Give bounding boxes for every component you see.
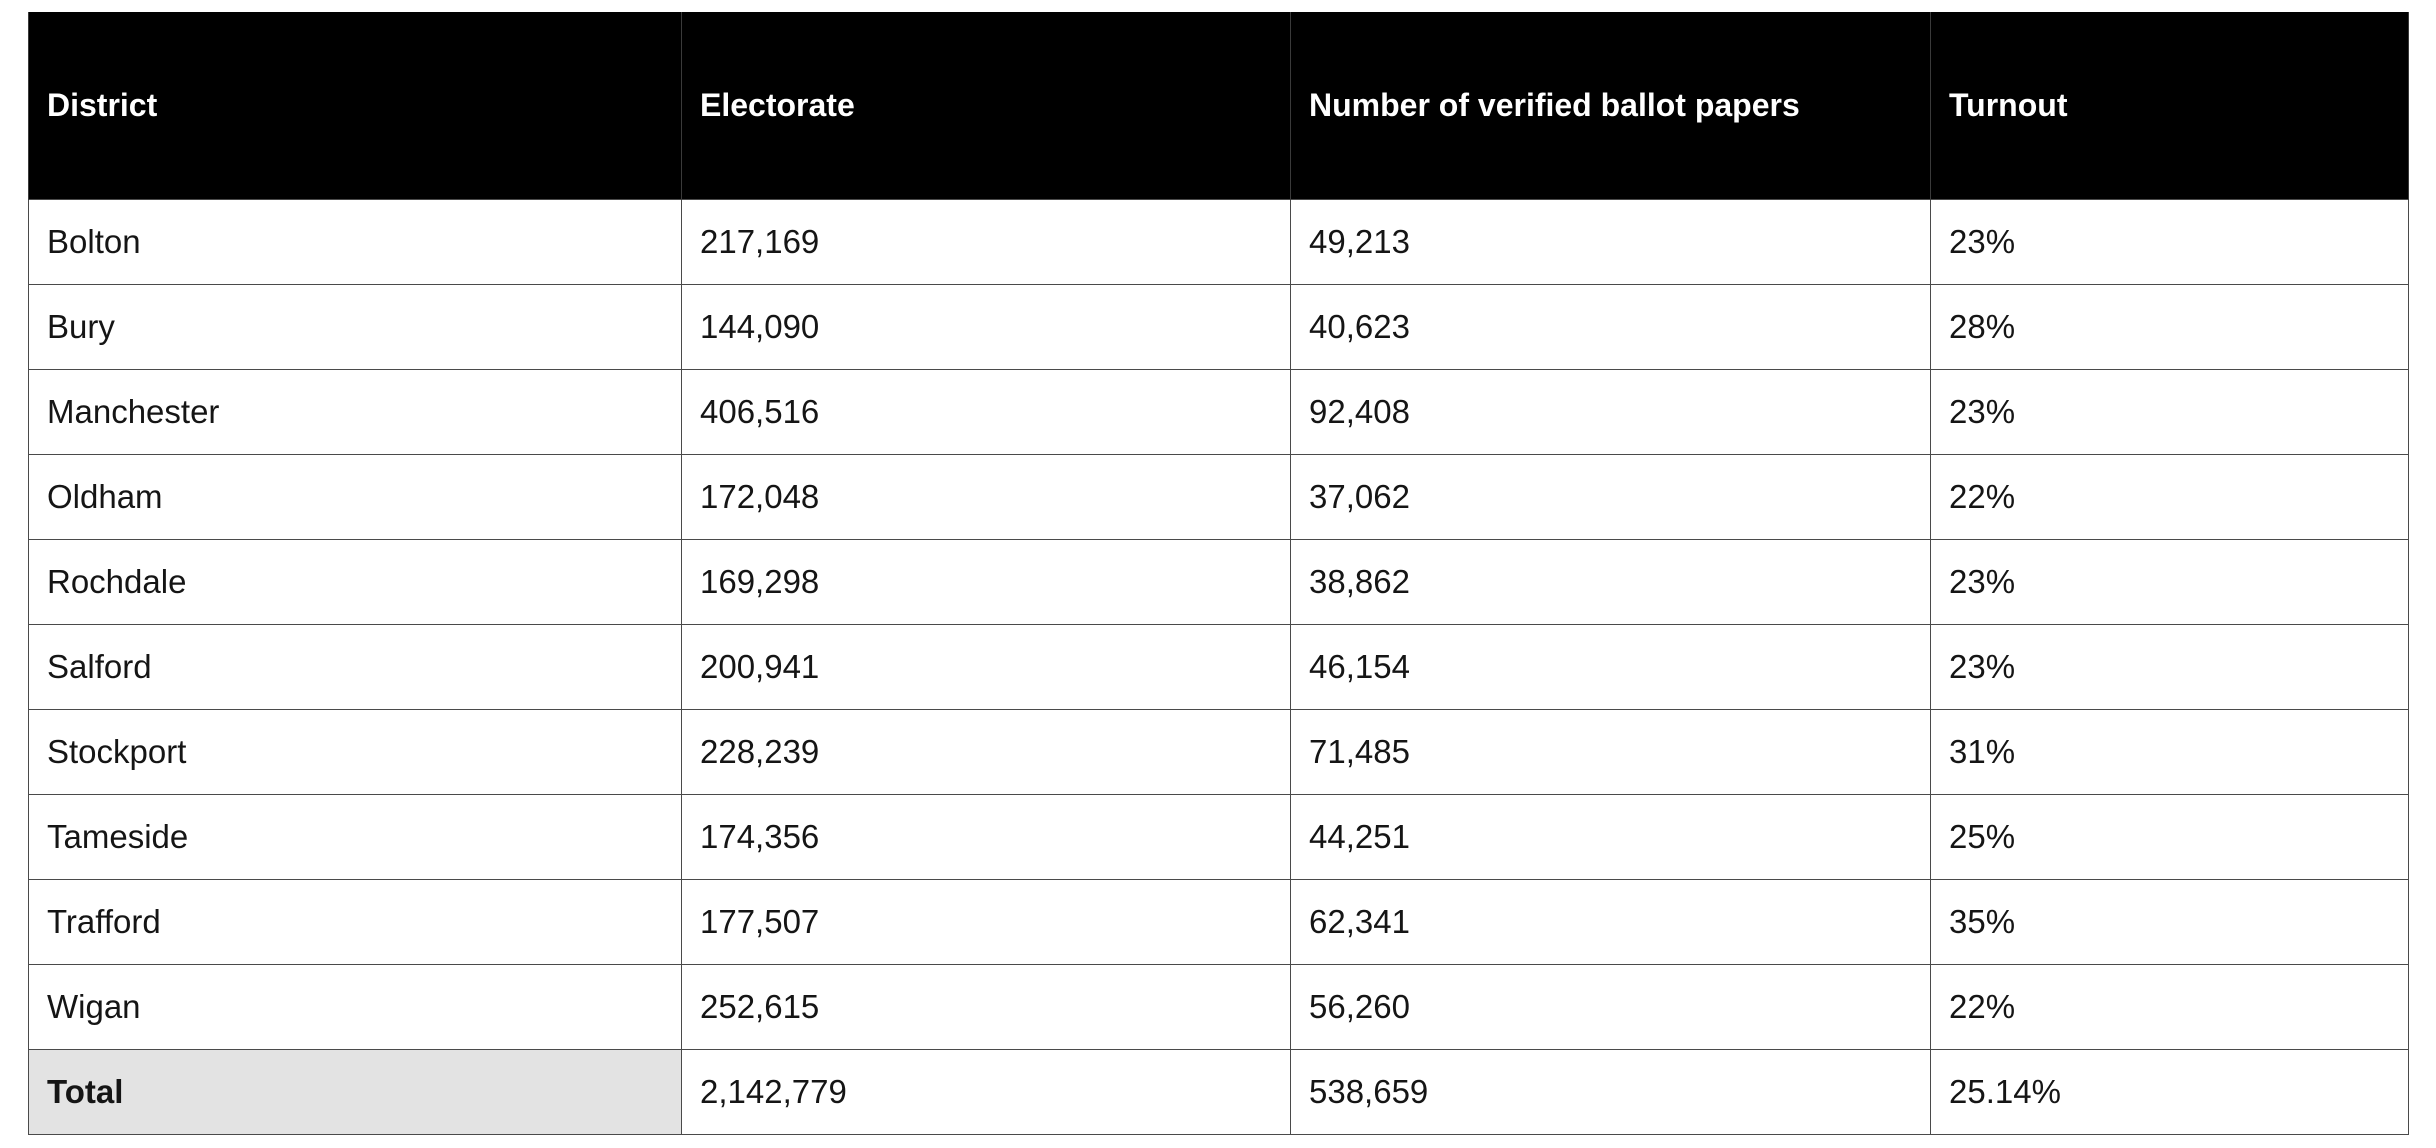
table-row [29,285,2409,370]
turnout-cell: 22% [1931,965,2409,1050]
district-cell: Rochdale [29,540,682,625]
turnout-cell: 31% [1931,710,2409,795]
district-cell: Manchester [29,370,682,455]
electorate-cell: 406,516 [682,370,1291,455]
table-row [29,710,2409,795]
ballot-papers-cell: 40,623 [1291,285,1931,370]
header-turnout: Turnout [1931,12,2409,200]
ballot-papers-cell: 44,251 [1291,795,1931,880]
electorate-cell: 144,090 [682,285,1291,370]
turnout-cell: 25% [1931,795,2409,880]
turnout-cell: 23% [1931,625,2409,710]
total-electorate-cell: 2,142,779 [682,1050,1291,1135]
electorate-cell: 177,507 [682,880,1291,965]
electorate-cell: 228,239 [682,710,1291,795]
table-row [29,455,2409,540]
ballot-papers-cell: 37,062 [1291,455,1931,540]
ballot-papers-cell: 46,154 [1291,625,1931,710]
turnout-cell: 23% [1931,200,2409,285]
turnout-cell: 23% [1931,540,2409,625]
turnout-cell: 23% [1931,370,2409,455]
table-header [29,12,2409,200]
electorate-cell: 174,356 [682,795,1291,880]
table-row [29,795,2409,880]
ballot-papers-cell: 38,862 [1291,540,1931,625]
header-verified-ballot-papers: Number of verified ballot papers [1291,12,1931,200]
ballot-papers-cell: 49,213 [1291,200,1931,285]
district-cell: Bolton [29,200,682,285]
district-cell: Salford [29,625,682,710]
turnout-cell: 22% [1931,455,2409,540]
header-row [29,12,2409,200]
table-row [29,200,2409,285]
district-cell: Oldham [29,455,682,540]
district-cell: Wigan [29,965,682,1050]
ballot-papers-cell: 71,485 [1291,710,1931,795]
district-cell: Trafford [29,880,682,965]
district-cell: Stockport [29,710,682,795]
ballot-papers-cell: 92,408 [1291,370,1931,455]
table-row [29,370,2409,455]
table-body [29,200,2409,1135]
table-row [29,625,2409,710]
header-electorate: Electorate [682,12,1291,200]
turnout-cell: 35% [1931,880,2409,965]
table-row [29,540,2409,625]
turnout-cell: 28% [1931,285,2409,370]
ballot-papers-cell: 62,341 [1291,880,1931,965]
electorate-cell: 217,169 [682,200,1291,285]
district-cell: Tameside [29,795,682,880]
table-row [29,880,2409,965]
total-label-cell: Total [29,1050,682,1135]
total-turnout-cell: 25.14% [1931,1050,2409,1135]
ballot-papers-cell: 56,260 [1291,965,1931,1050]
electorate-cell: 172,048 [682,455,1291,540]
turnout-table [28,12,2409,1135]
electorate-cell: 169,298 [682,540,1291,625]
electorate-cell: 252,615 [682,965,1291,1050]
total-row [29,1050,2409,1135]
total-ballot-papers-cell: 538,659 [1291,1050,1931,1135]
district-cell: Bury [29,285,682,370]
header-district: District [29,12,682,200]
table-row [29,965,2409,1050]
electorate-cell: 200,941 [682,625,1291,710]
